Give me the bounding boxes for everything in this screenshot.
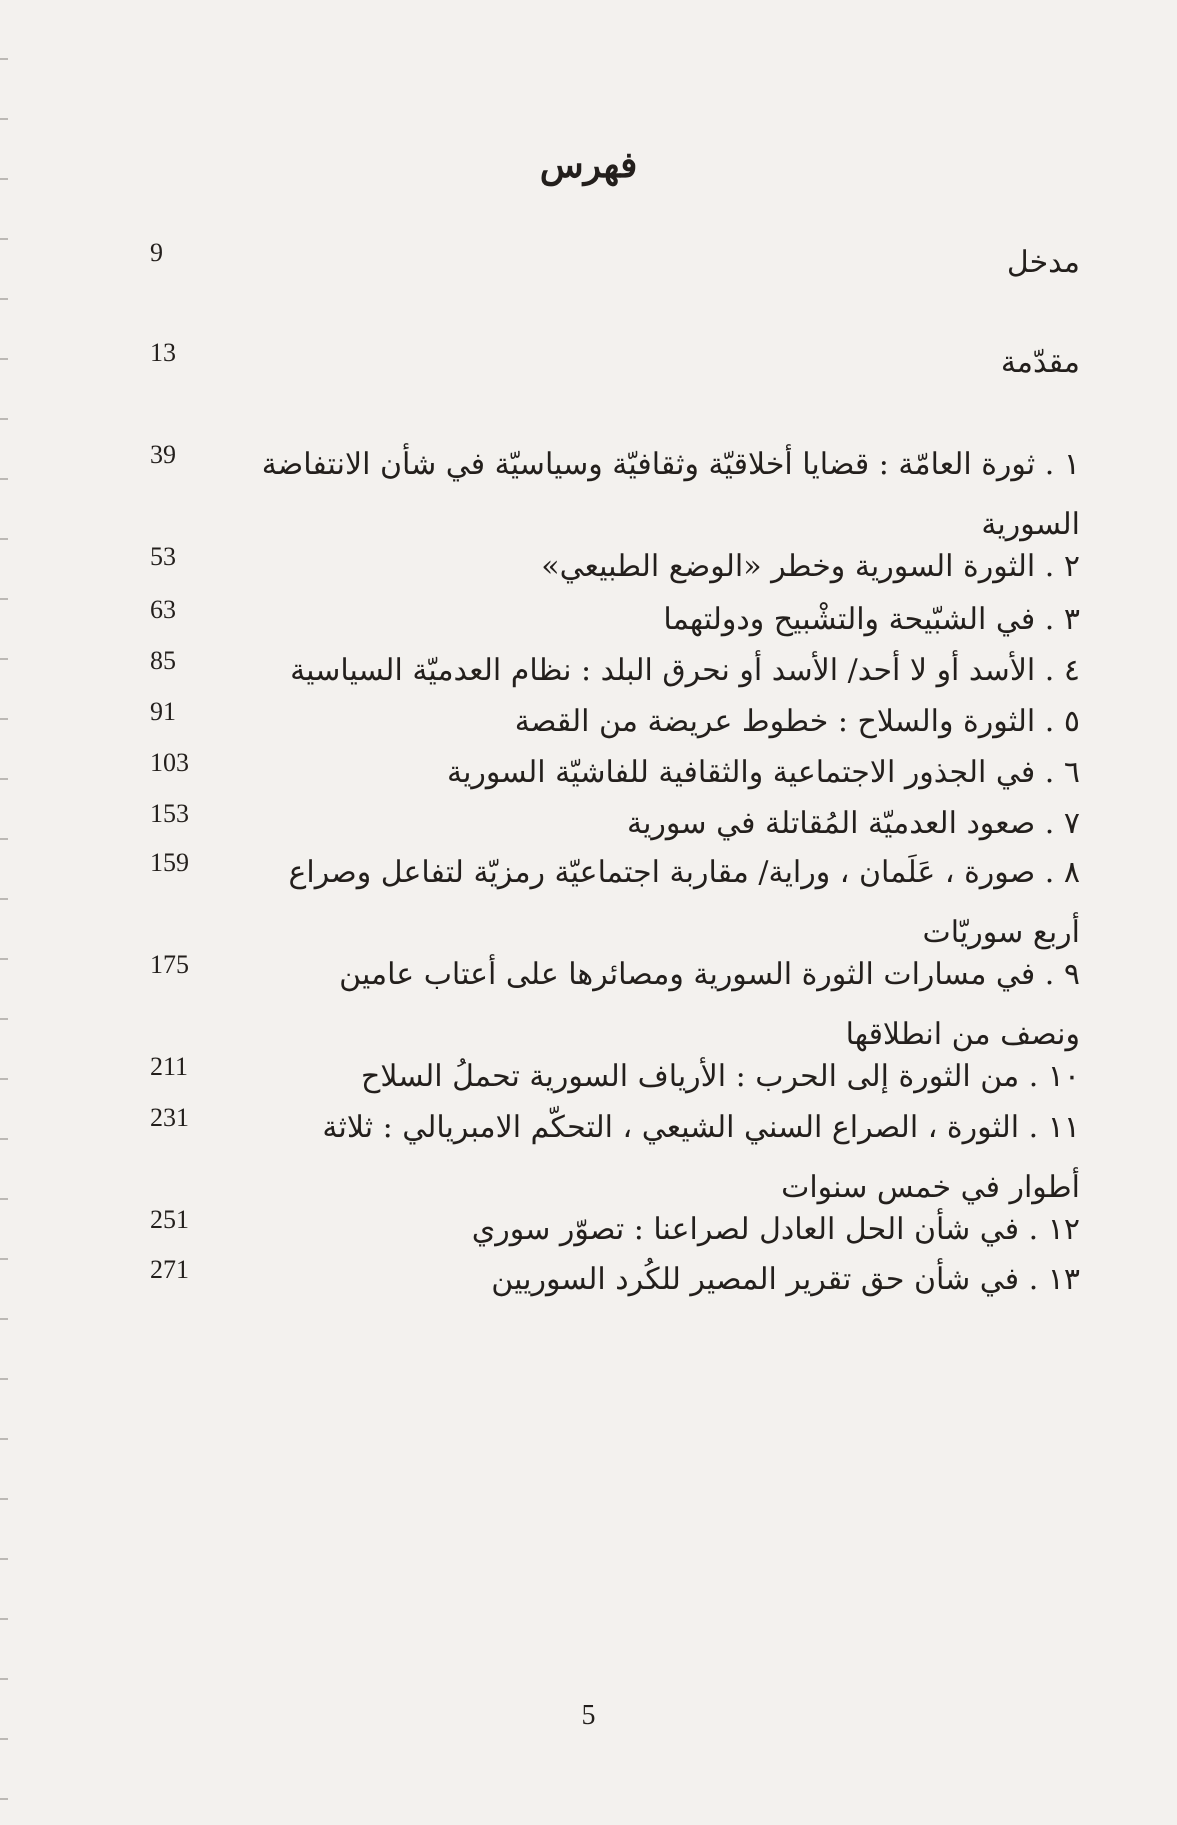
toc-page-number: 211 — [150, 1052, 189, 1081]
toc-title: ٥ . الثورة والسلاح : خطوط عريضة من القصة — [514, 704, 1080, 739]
toc-title: ٧ . صعود العدميّة المُقاتلة في سورية — [627, 806, 1080, 841]
toc-page-number: 9 — [150, 238, 163, 267]
toc-title: مدخل — [1006, 245, 1080, 280]
page-title: فهرس — [539, 144, 638, 186]
toc-title: ٤ . الأسد أو لا أحد/ الأسد أو نحرق البلد : نظام العدميّة السياسية — [290, 653, 1080, 688]
toc-title: ٨ . صورة ، عَلَمان ، وراية/ مقاربة اجتماعيّة رمزيّة لتفاعل وصراع أربع سوريّات — [288, 855, 1080, 950]
toc-page-number: 53 — [150, 542, 176, 571]
toc-page-number: 85 — [150, 646, 176, 675]
toc-entry — [150, 1250, 1080, 1310]
toc-title: مقدّمة — [1000, 345, 1080, 380]
toc-title: ١ . ثورة العامّة : قضايا أخلاقيّة وثقافيّة وسياسيّة في شأن الانتفاضة السورية — [261, 447, 1080, 542]
toc-page-number: 175 — [150, 950, 189, 979]
toc-page-number: 251 — [150, 1205, 189, 1234]
toc-page-number: 13 — [150, 338, 176, 367]
toc-title: ٦ . في الجذور الاجتماعية والثقافية للفاشيّة السورية — [446, 755, 1080, 790]
toc-page-number: 103 — [150, 748, 189, 777]
toc-title: ١٣ . في شأن حق تقرير المصير للكُرد السوريين — [491, 1262, 1080, 1297]
toc-page-number: 91 — [150, 697, 176, 726]
toc-title: ١٠ . من الثورة إلى الحرب : الأرياف السورية تحملُ السلاح — [361, 1059, 1080, 1094]
toc-page-number: 39 — [150, 440, 176, 469]
toc-title: ٣ . في الشبّيحة والتشْبيح ودولتهما — [663, 602, 1080, 637]
toc-entry — [150, 333, 1080, 393]
toc-page-number: 63 — [150, 595, 176, 624]
toc-title: ١١ . الثورة ، الصراع السني الشيعي ، التحكّم الامبريالي : ثلاثة أطوار في خمس سنوات — [322, 1110, 1080, 1205]
toc-page-number: 153 — [150, 799, 189, 828]
toc-entry — [150, 537, 1080, 597]
toc-title: ٢ . الثورة السورية وخطر «الوضع الطبيعي» — [541, 549, 1080, 584]
toc-page-number: 231 — [150, 1103, 189, 1132]
page-number: 5 — [581, 1700, 596, 1731]
toc-entry — [150, 233, 1080, 293]
toc-title: ١٢ . في شأن الحل العادل لصراعنا : تصوّر سوري — [471, 1212, 1080, 1247]
toc-title: ٩ . في مسارات الثورة السورية ومصائرها على أعتاب عامين ونصف من انطلاقها — [339, 957, 1080, 1052]
toc-page-number: 159 — [150, 848, 189, 877]
toc-page-number: 271 — [150, 1255, 189, 1284]
